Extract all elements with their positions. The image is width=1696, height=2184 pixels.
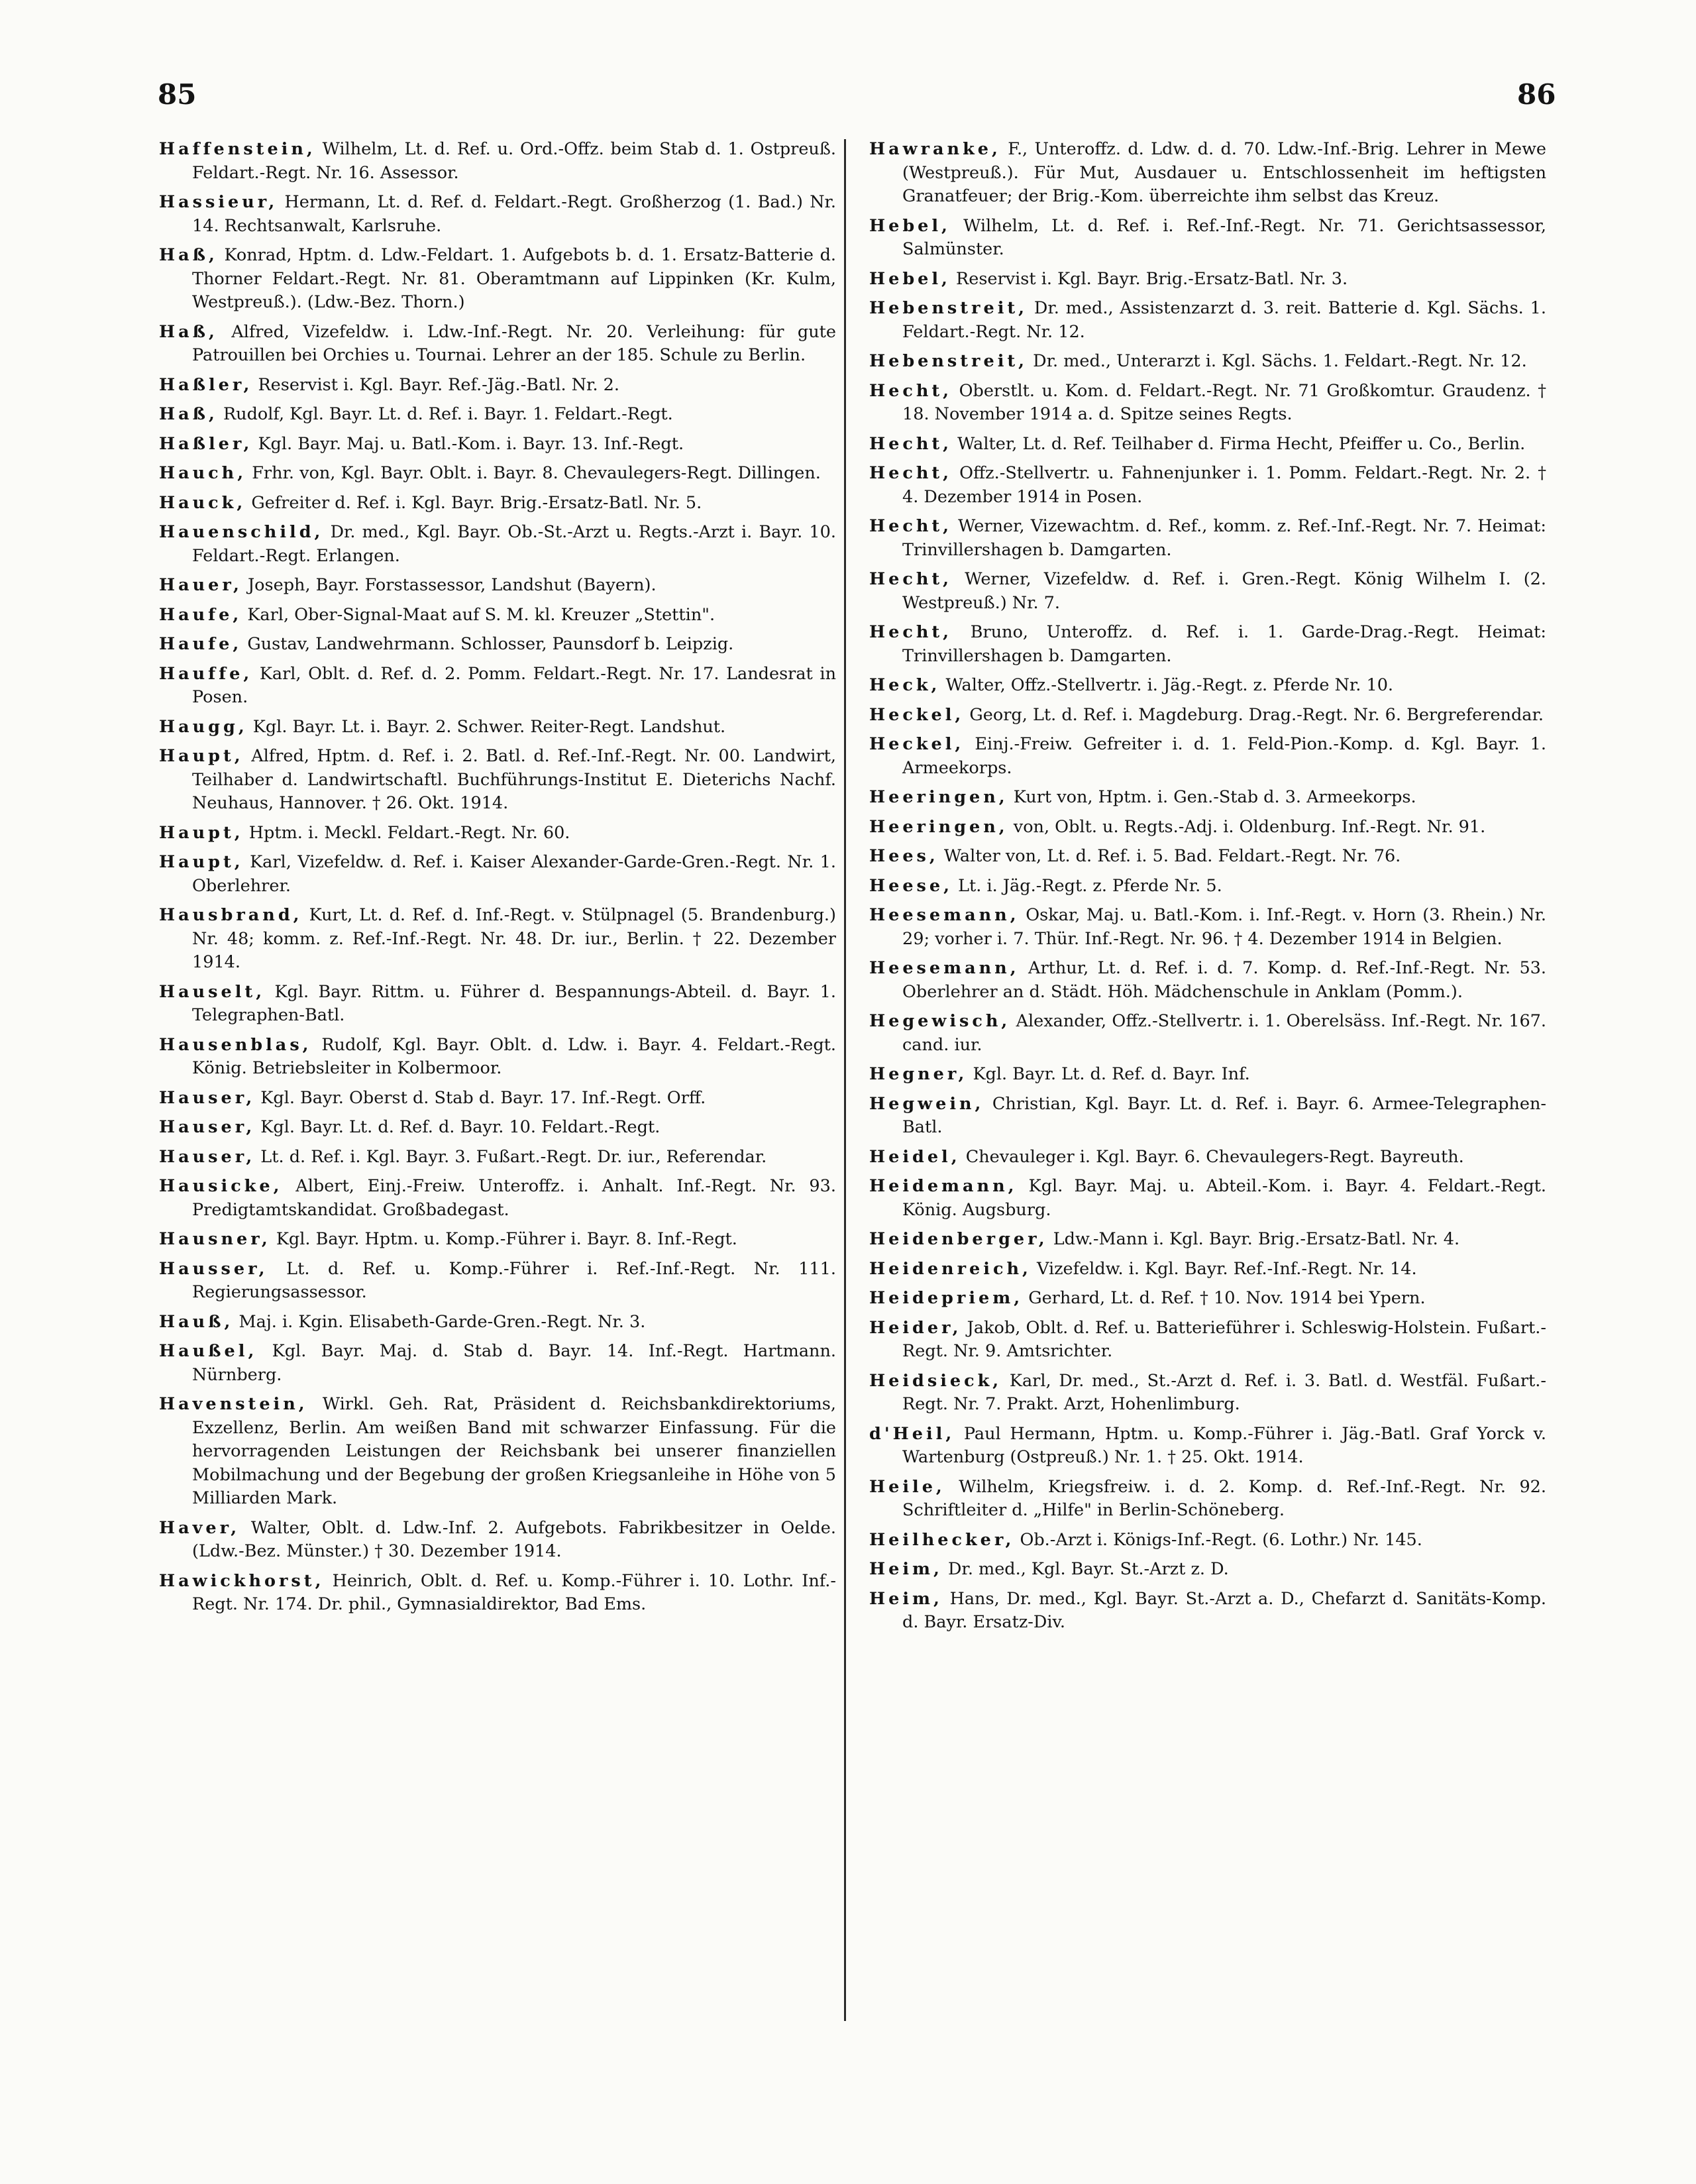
entry-surname: Havenstein, [159,1394,308,1414]
register-entry [869,621,1546,668]
entry-details: Kgl. Bayr. Maj. d. Stab d. Bayr. 14. Inf.-Regt. Hartmann. Nürnberg. [192,1341,836,1385]
entry-details: Dr. med., Unterarzt i. Kgl. Sächs. 1. Feldart.-Regt. Nr. 12. [1028,351,1527,371]
entry-details: Oberstlt. u. Kom. d. Feldart.-Regt. Nr. 71 Großkomtur. Graudenz. † 18. November 1914 a. d. Spitze seines Regts. [902,380,1546,424]
entry-surname: Haß, [159,321,218,342]
register-entry [159,716,836,739]
register-entry [159,604,836,628]
entry-details: Gustav, Landwehrmann. Schlosser, Paunsdorf b. Leipzig. [242,634,734,654]
entry-details: Bruno, Unteroffz. d. Ref. i. 1. Garde-Drag.-Regt. Heimat: Trinvillershagen b. Damgarten. [902,622,1546,666]
entry-surname: Haufe, [159,604,242,625]
register-entry [869,1175,1546,1222]
entry-details: Oskar, Maj. u. Batl.-Kom. i. Inf.-Regt. v. Horn (3. Rhein.) Nr. 29; vorher i. 7. Thür. Inf.-Regt. Nr. 96. † 4. Dezember 1914 in Belgien. [902,905,1546,949]
entry-surname: Heidsieck, [869,1370,1002,1391]
register-entry [869,268,1546,292]
entry-details: Kurt von, Hptm. i. Gen.-Stab d. 3. Armeekorps. [1008,787,1416,807]
entry-details: Kurt, Lt. d. Ref. d. Inf.-Regt. v. Stülpnagel (5. Brandenburg.) Nr. 48; komm. z. Ref.-Inf.-Regt. Nr. 48. Dr. iur., Berlin. † 22. Dezember 1914. [192,905,836,972]
register-entry [869,1093,1546,1140]
entry-surname: Hauser, [159,1117,256,1137]
entry-surname: Hecht, [869,622,953,642]
entry-surname: Hauser, [159,1146,256,1167]
entry-details: Konrad, Hptm. d. Ldw.-Feldart. 1. Aufgebots b. d. 1. Ersatz-Batterie d. Thorner Feldart.-Regt. Nr. 81. Oberamtmann auf Lippinken (Kr. Kulm, Westpreuß.). (Ldw.-Bez. Thorn.) [192,245,836,312]
register-entry [159,492,836,516]
entry-surname: Hebel, [869,215,951,236]
register-entry [159,521,836,568]
entry-surname: Hegwein, [869,1093,984,1114]
entry-surname: Haupt, [159,852,244,872]
register-entry [159,1517,836,1564]
entry-details: Werner, Vizefeldw. d. Ref. i. Gren.-Regt. König Wilhelm I. (2. Westpreuß.) Nr. 7. [902,569,1546,613]
register-entry [869,350,1546,374]
entry-details: Frhr. von, Kgl. Bayr. Oblt. i. Bayr. 8. Chevaulegers-Regt. Dillingen. [246,463,821,483]
entry-details: Dr. med., Kgl. Bayr. Ob.-St.-Arzt u. Regts.-Arzt i. Bayr. 10. Feldart.-Regt. Erlangen. [192,522,836,566]
entry-surname: Hauer, [159,575,242,595]
entry-details: Rudolf, Kgl. Bayr. Lt. d. Ref. i. Bayr. 1. Feldart.-Regt. [217,404,673,424]
register-entry [159,633,836,657]
register-entry [869,733,1546,780]
register-entry [869,704,1546,728]
entry-surname: Hecht, [869,516,953,536]
entry-surname: Heck, [869,675,941,695]
register-entry [869,462,1546,509]
register-entry [869,1228,1546,1252]
entry-details: F., Unteroffz. d. Ldw. d. d. 70. Ldw.-Inf.-Brig. Lehrer in Mewe (Westpreuß.). Für Mut, Ausdauer u. Entschlossenheit im heftigsten Granatfeuer; der Brig.-Kom. überreichte ihm selbst das Kreuz. [902,139,1546,206]
entry-details: Kgl. Bayr. Lt. i. Bayr. 2. Schwer. Reiter-Regt. Landshut. [247,716,726,737]
entry-details: Kgl. Bayr. Hptm. u. Komp.-Führer i. Bayr. 8. Inf.-Regt. [270,1229,737,1249]
entry-surname: Haupt, [159,746,244,766]
entry-surname: Heeringen, [869,816,1008,837]
entry-details: Walter von, Lt. d. Ref. i. 5. Bad. Feldart.-Regt. Nr. 76. [938,846,1401,866]
register-entry [869,1010,1546,1057]
entry-surname: Hecht, [869,463,953,483]
entry-surname: Heim, [869,1588,943,1609]
register-entry [159,1175,836,1222]
entry-details: Vizefeldw. i. Kgl. Bayr. Ref.-Inf.-Regt. Nr. 14. [1031,1258,1417,1279]
entry-surname: Heider, [869,1317,962,1338]
entry-surname: Heidemann, [869,1176,1018,1196]
register-entry [159,462,836,486]
register-entry [159,1258,836,1305]
entry-surname: Hawranke, [869,139,1001,159]
entry-details: Kgl. Bayr. Lt. d. Ref. d. Bayr. Inf. [967,1064,1250,1084]
entry-surname: Haßler, [159,433,253,454]
register-entry [159,1311,836,1335]
entry-surname: Hassieur, [159,192,278,212]
entry-surname: Hegewisch, [869,1011,1011,1031]
register-entry [869,297,1546,344]
register-entry [869,215,1546,262]
entry-surname: d'Heil, [869,1423,955,1444]
register-entry [869,904,1546,951]
entry-surname: Heeringen, [869,787,1008,807]
entry-surname: Haß, [159,404,218,424]
entry-details: Ldw.-Mann i. Kgl. Bayr. Brig.-Ersatz-Batl. Nr. 4. [1047,1229,1460,1249]
register-entry [159,663,836,710]
entry-surname: Heidepriem, [869,1288,1024,1308]
register-entry [869,875,1546,899]
entry-surname: Heckel, [869,704,965,725]
register-entry [159,981,836,1028]
register-entry [869,1370,1546,1417]
register-entry [159,574,836,598]
register-entry [869,1529,1546,1553]
entry-surname: Haß, [159,245,218,265]
entry-details: Alfred, Hptm. d. Ref. i. 2. Batl. d. Ref.-Inf.-Regt. Nr. 00. Landwirt, Teilhaber d. Landwirtschaftl. Buchführungs-Institut E. Dieterichs Nachf. Neuhaus, Hannover. † 26. Okt. 1914. [192,746,836,813]
entry-surname: Hausenblas, [159,1034,312,1055]
entry-details: Kgl. Bayr. Maj. u. Abteil.-Kom. i. Bayr. 4. Feldart.-Regt. König. Augsburg. [902,1176,1546,1220]
entry-details: Kgl. Bayr. Lt. d. Ref. d. Bayr. 10. Feldart.-Regt. [255,1117,661,1137]
entry-surname: Hauß, [159,1311,234,1332]
register-entry [159,822,836,846]
register-entry [869,1317,1546,1364]
entry-surname: Hauch, [159,463,247,483]
entry-details: Maj. i. Kgin. Elisabeth-Garde-Gren.-Regt. Nr. 3. [233,1311,646,1332]
entry-surname: Heidenberger, [869,1229,1048,1249]
register-entry [159,138,836,185]
entry-details: Karl, Vizefeldw. d. Ref. i. Kaiser Alexander-Garde-Gren.-Regt. Nr. 1. Oberlehrer. [192,852,836,896]
entry-surname: Hecht, [869,380,953,401]
entry-surname: Heile, [869,1476,945,1497]
entry-details: Rudolf, Kgl. Bayr. Oblt. d. Ldw. i. Bayr. 4. Feldart.-Regt. König. Betriebsleiter in Kolbermoor. [192,1034,836,1078]
entry-surname: Hebel, [869,268,951,289]
entry-surname: Heese, [869,875,953,896]
entry-details: Kgl. Bayr. Maj. u. Batl.-Kom. i. Bayr. 13. Inf.-Regt. [252,433,684,454]
entry-surname: Hees, [869,846,939,866]
entry-surname: Hawickhorst, [159,1570,325,1591]
entry-details: Christian, Kgl. Bayr. Lt. d. Ref. i. Bayr. 6. Armee-Telegraphen-Batl. [902,1093,1546,1137]
entry-details: Arthur, Lt. d. Ref. i. d. 7. Komp. d. Ref.-Inf.-Regt. Nr. 53. Oberlehrer an d. Städt. Höh. Mädchenschule in Anklam (Pomm.). [902,958,1546,1002]
entry-details: Hptm. i. Meckl. Feldart.-Regt. Nr. 60. [243,822,570,843]
register-entry [159,1570,836,1617]
entry-details: Heinrich, Oblt. d. Ref. u. Komp.-Führer i. 10. Lothr. Inf.-Regt. Nr. 174. Dr. phil., Gymnasialdirektor, Bad Ems. [192,1570,836,1614]
entry-surname: Haffenstein, [159,139,316,159]
register-entry [869,1558,1546,1582]
entry-surname: Haufe, [159,634,242,654]
register-entry [869,380,1546,427]
register-entry [869,1476,1546,1523]
entry-surname: Hecht, [869,569,953,589]
right-column [869,138,1546,1641]
entry-details: Einj.-Freiw. Gefreiter i. d. 1. Feld-Pion.-Komp. d. Kgl. Bayr. 1. Armeekorps. [902,734,1546,778]
entry-details: Alfred, Vizefeldw. i. Ldw.-Inf.-Regt. Nr. 20. Verleihung: für gute Patrouillen bei Orchies u. Tournai. Lehrer an der 185. Schule zu Berlin. [192,321,836,365]
register-entry [869,1258,1546,1282]
entry-surname: Heidenreich, [869,1258,1032,1279]
entry-surname: Hausner, [159,1229,271,1249]
register-entry [159,321,836,368]
entry-details: Kgl. Bayr. Oberst d. Stab d. Bayr. 17. Inf.-Regt. Orff. [255,1087,706,1108]
entry-surname: Haugg, [159,716,248,737]
page-number-right: 86 [1517,78,1556,111]
register-entry [159,1393,836,1511]
entry-surname: Hauenschild, [159,522,324,542]
entry-details: Gefreiter d. Ref. i. Kgl. Bayr. Brig.-Ersatz-Batl. Nr. 5. [246,492,702,513]
entry-details: Werner, Vizewachtm. d. Ref., komm. z. Ref.-Inf.-Regt. Nr. 7. Heimat: Trinvillershagen b. Damgarten. [902,516,1546,560]
register-entry [869,816,1546,840]
register-entry [869,515,1546,562]
entry-details: Walter, Offz.-Stellvertr. i. Jäg.-Regt. z. Pferde Nr. 10. [940,675,1394,695]
register-entry [869,957,1546,1004]
entry-surname: Haupt, [159,822,244,843]
entry-surname: Hausser, [159,1258,268,1279]
register-entry [159,374,836,398]
entry-details: Jakob, Oblt. d. Ref. u. Batterieführer i. Schleswig-Holstein. Fußart.-Regt. Nr. 9. Amtsrichter. [902,1317,1546,1361]
entry-details: Dr. med., Assistenzarzt d. 3. reit. Batterie d. Kgl. Sächs. 1. Feldart.-Regt. Nr. 12. [902,298,1546,342]
entry-surname: Heidel, [869,1146,961,1167]
register-entry [159,403,836,427]
entry-details: Walter, Oblt. d. Ldw.-Inf. 2. Aufgebots. Fabrikbesitzer in Oelde. (Ldw.-Bez. Münster.) † 30. Dezember 1914. [192,1517,836,1561]
entry-surname: Haußel, [159,1341,258,1361]
entry-surname: Hausicke, [159,1176,283,1196]
left-column [159,138,836,1623]
entry-surname: Hebenstreit, [869,351,1028,371]
register-entry [159,191,836,238]
entry-surname: Hecht, [869,433,953,454]
entry-surname: Hauffe, [159,663,253,684]
column-divider [844,139,846,2021]
entry-details: Gerhard, Lt. d. Ref. † 10. Nov. 1914 bei Ypern. [1023,1288,1426,1308]
entry-details: Karl, Dr. med., St.-Arzt d. Ref. i. 3. Batl. d. Westfäl. Fußart.-Regt. Nr. 7. Prakt. Arzt, Hohenlimburg. [902,1370,1546,1414]
entry-details: Karl, Ober-Signal-Maat auf S. M. kl. Kreuzer „Stettin". [242,604,716,625]
page-number-left: 85 [158,78,197,111]
entry-surname: Heilhecker, [869,1529,1015,1550]
entry-details: Hermann, Lt. d. Ref. d. Feldart.-Regt. Großherzog (1. Bad.) Nr. 14. Rechtsanwalt, Karlsruhe. [192,192,836,236]
entry-details: Paul Hermann, Hptm. u. Komp.-Führer i. Jäg.-Batl. Graf Yorck v. Wartenburg (Ostpreuß.) Nr. 1. † 25. Okt. 1914. [902,1423,1546,1467]
entry-surname: Hebenstreit, [869,298,1028,318]
register-entry [869,1063,1546,1087]
register-entry [869,568,1546,615]
entry-details: Alexander, Offz.-Stellvertr. i. 1. Oberelsäss. Inf.-Regt. Nr. 167. cand. iur. [902,1011,1546,1055]
entry-details: Joseph, Bayr. Forstassessor, Landshut (Bayern). [242,575,657,595]
register-entry [159,1116,836,1140]
register-entry [869,433,1546,457]
entry-details: Wilhelm, Kriegsfreiw. i. d. 2. Komp. d. Ref.-Inf.-Regt. Nr. 92. Schriftleiter d. „Hilfe" in Berlin-Schöneberg. [902,1476,1546,1520]
entry-details: Hans, Dr. med., Kgl. Bayr. St.-Arzt a. D., Chefarzt d. Sanitäts-Komp. d. Bayr. Ersatz-Div. [902,1588,1546,1632]
entry-details: Wilhelm, Lt. d. Ref. i. Ref.-Inf.-Regt. Nr. 71. Gerichtsassessor, Salmünster. [902,215,1546,259]
register-entry [869,786,1546,810]
register-entry [159,745,836,816]
entry-surname: Heesemann, [869,958,1020,978]
entry-details: Albert, Einj.-Freiw. Unteroffz. i. Anhalt. Inf.-Regt. Nr. 93. Predigtamtskandidat. Großbadegast. [192,1176,836,1220]
entry-details: Lt. d. Ref. i. Kgl. Bayr. 3. Fußart.-Regt. Dr. iur., Referendar. [255,1146,767,1167]
register-entry [159,1034,836,1081]
entry-details: Chevauleger i. Kgl. Bayr. 6. Chevaulegers-Regt. Bayreuth. [960,1146,1464,1167]
entry-details: Wilhelm, Lt. d. Ref. u. Ord.-Offz. beim Stab d. 1. Ostpreuß. Feldart.-Regt. Nr. 16. Assessor. [192,139,836,183]
entry-surname: Haßler, [159,374,253,395]
register-entry [159,851,836,898]
entry-details: Wirkl. Geh. Rat, Präsident d. Reichsbankdirektoriums, Exzellenz, Berlin. Am weißen Band mit schwarzer Einfassung. Für die hervorragenden Leistungen der Reichsbank bei unserer finanziellen Mobilmachung und der Begebung der großen Kriegsanleihe in Höhe von 5 Milliarden Mark. [192,1394,836,1508]
register-entry [869,1287,1546,1311]
entry-details: Reservist i. Kgl. Bayr. Brig.-Ersatz-Batl. Nr. 3. [950,268,1348,289]
register-entry [159,244,836,315]
entry-surname: Heesemann, [869,905,1020,925]
register-entry [869,674,1546,698]
entry-surname: Haver, [159,1517,240,1538]
register-entry [869,1423,1546,1470]
entry-details: Kgl. Bayr. Rittm. u. Führer d. Bespannungs-Abteil. d. Bayr. 1. Telegraphen-Batl. [192,981,836,1025]
entry-details: Karl, Oblt. d. Ref. d. 2. Pomm. Feldart.-Regt. Nr. 17. Landesrat in Posen. [192,663,836,707]
register-entry [159,1228,836,1252]
entry-surname: Hausbrand, [159,905,303,925]
entry-details: Reservist i. Kgl. Bayr. Ref.-Jäg.-Batl. Nr. 2. [252,374,619,395]
entry-surname: Hauser, [159,1087,256,1108]
register-entry [159,904,836,975]
register-entry [159,1087,836,1111]
entry-details: Ob.-Arzt i. Königs-Inf.-Regt. (6. Lothr.) Nr. 145. [1014,1529,1422,1550]
entry-surname: Heckel, [869,734,965,754]
register-entry [159,433,836,457]
entry-surname: Hauck, [159,492,246,513]
register-entry [869,1146,1546,1170]
entry-details: von, Oblt. u. Regts.-Adj. i. Oldenburg. Inf.-Regt. Nr. 91. [1008,816,1486,837]
register-entry [869,845,1546,869]
register-entry [159,1340,836,1387]
register-entry [159,1146,836,1170]
register-entry [869,138,1546,209]
entry-details: Lt. i. Jäg.-Regt. z. Pferde Nr. 5. [953,875,1222,896]
entry-details: Dr. med., Kgl. Bayr. St.-Arzt z. D. [942,1559,1229,1579]
register-entry [869,1588,1546,1635]
entry-details: Georg, Lt. d. Ref. i. Magdeburg. Drag.-Regt. Nr. 6. Bergreferendar. [964,704,1544,725]
entry-surname: Hegner, [869,1064,968,1084]
entry-details: Offz.-Stellvertr. u. Fahnenjunker i. 1. Pomm. Feldart.-Regt. Nr. 2. † 4. Dezember 1914 in Posen. [902,463,1546,507]
entry-details: Walter, Lt. d. Ref. Teilhaber d. Firma Hecht, Pfeiffer u. Co., Berlin. [952,433,1526,454]
entry-surname: Hauselt, [159,981,266,1002]
entry-details: Lt. d. Ref. u. Komp.-Führer i. Ref.-Inf.-Regt. Nr. 111. Regierungsassessor. [192,1258,836,1302]
entry-surname: Heim, [869,1559,943,1579]
